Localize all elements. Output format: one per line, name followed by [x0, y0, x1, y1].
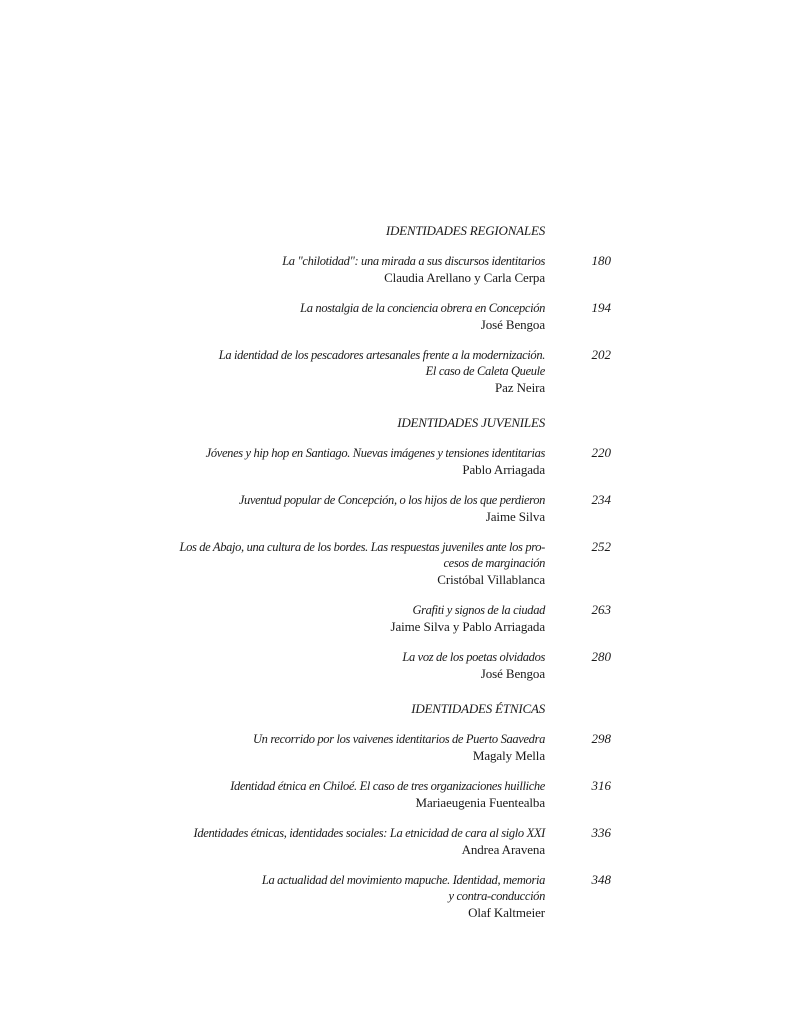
entry-page-number: 234: [591, 492, 611, 507]
section-heading: IDENTIDADES ÉTNICAS: [411, 701, 545, 716]
entry-author: José Bengoa: [480, 317, 545, 332]
entry-title: Los de Abajo, una cultura de los bordes. Las respuestas juveniles ante los pro- cesos de marginación: [179, 540, 545, 570]
entry-page-number: 298: [591, 731, 611, 746]
entry-title: Grafiti y signos de la ciudad: [412, 603, 545, 617]
entry-title: La "chilotidad": una mirada a sus discursos identitarios: [282, 254, 545, 268]
entry-page-number: 194: [591, 300, 611, 315]
entry-page-number: 280: [591, 649, 611, 664]
toc-entry[interactable]: [0, 445, 800, 478]
entry-author: Cristóbal Villablanca: [437, 572, 545, 587]
entry-author: Paz Neira: [495, 380, 545, 395]
table-of-contents: [0, 222, 800, 939]
entry-title: Identidades étnicas, identidades sociales: La etnicidad de cara al siglo XXI: [193, 826, 545, 840]
entry-author: Claudia Arellano y Carla Cerpa: [384, 270, 545, 285]
entry-title: Identidad étnica en Chiloé. El caso de tres organizaciones huilliche: [230, 779, 545, 793]
toc-entry[interactable]: [0, 649, 800, 682]
entry-title: Juventud popular de Concepción, o los hijos de los que perdieron: [238, 493, 545, 507]
entry-page-number: 202: [591, 347, 611, 362]
entry-page-number: 316: [591, 778, 611, 793]
entry-page-number: 252: [591, 539, 611, 554]
entry-title: Jóvenes y hip hop en Santiago. Nuevas imágenes y tensiones identitarias: [205, 446, 545, 460]
section-heading: IDENTIDADES JUVENILES: [397, 415, 545, 430]
entry-author: Magaly Mella: [472, 748, 545, 763]
toc-section-etnicas: [0, 700, 800, 921]
entry-author: Jaime Silva: [485, 509, 545, 524]
toc-entry[interactable]: [0, 253, 800, 286]
toc-entry[interactable]: [0, 492, 800, 525]
toc-entry[interactable]: [0, 539, 800, 588]
entry-author: Mariaeugenia Fuentealba: [415, 795, 545, 810]
toc-section-juveniles: [0, 414, 800, 682]
entry-title: La nostalgia de la conciencia obrera en Concepción: [300, 301, 545, 315]
entry-author: José Bengoa: [480, 666, 545, 681]
toc-entry[interactable]: [0, 825, 800, 858]
toc-entry[interactable]: [0, 300, 800, 333]
entry-author: Olaf Kaltmeier: [468, 905, 545, 920]
entry-author: Jaime Silva y Pablo Arriagada: [390, 619, 545, 634]
entry-author: Andrea Aravena: [461, 842, 545, 857]
section-heading: IDENTIDADES REGIONALES: [385, 223, 545, 238]
toc-entry[interactable]: [0, 778, 800, 811]
entry-page-number: 336: [591, 825, 611, 840]
entry-author: Pablo Arriagada: [462, 462, 545, 477]
entry-page-number: 220: [591, 445, 611, 460]
toc-section-regionales: [0, 222, 800, 396]
entry-page-number: 180: [591, 253, 611, 268]
toc-entry[interactable]: [0, 872, 800, 921]
toc-entry[interactable]: [0, 347, 800, 396]
entry-title: La actualidad del movimiento mapuche. Identidad, memoria y contra-conducción: [261, 873, 545, 903]
entry-title: Un recorrido por los vaivenes identitarios de Puerto Saavedra: [252, 732, 545, 746]
toc-entry[interactable]: [0, 731, 800, 764]
toc-entry[interactable]: [0, 602, 800, 635]
entry-page-number: 263: [591, 602, 611, 617]
entry-title: La identidad de los pescadores artesanales frente a la modernización. El caso de Caleta Queule: [218, 348, 545, 378]
entry-page-number: 348: [591, 872, 611, 887]
entry-title: La voz de los poetas olvidados: [402, 650, 545, 664]
